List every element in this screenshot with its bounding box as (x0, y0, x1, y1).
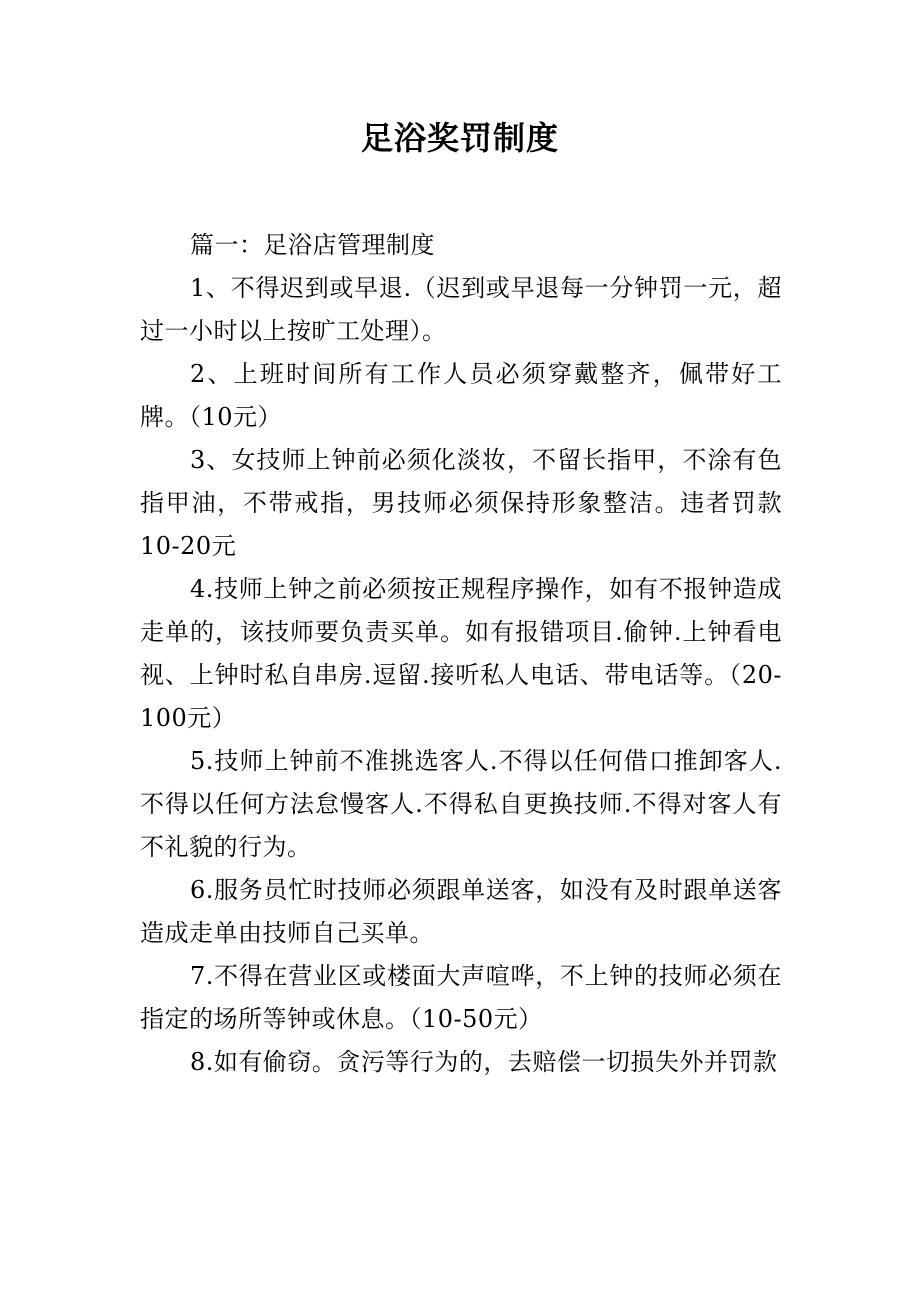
document-body (140, 224, 782, 1084)
rule-paragraph-5: 5.技师上钟前不准挑选客人.不得以任何借口推卸客人.不得以任何方法怠慢客人.不得私自更换技师.不得对客人有不礼貌的行为。 (140, 747, 782, 861)
rule-paragraph-6: 6.服务员忙时技师必须跟单送客，如没有及时跟单送客造成走单由技师自己买单。 (140, 876, 782, 947)
rule-paragraph-7: 7.不得在营业区或楼面大声喧哗，不上钟的技师必须在指定的场所等钟或休息。（10-50元） (140, 962, 782, 1033)
section-heading: 篇一：足浴店管理制度 (190, 231, 435, 259)
rule-paragraph-8: 8.如有偷窃。贪污等行为的，去赔偿一切损失外并罚款 (190, 1048, 778, 1076)
rule-paragraph-4: 4.技师上钟之前必须按正规程序操作，如有不报钟造成走单的，该技师要负责买单。如有报错项目.偷钟.上钟看电视、上钟时私自串房.逗留.接听私人电话、带电话等。（20-100元） (140, 575, 782, 732)
document-title: 足浴奖罚制度 (360, 119, 559, 157)
rule-paragraph-3: 3、女技师上钟前必须化淡妆，不留长指甲，不涂有色指甲油，不带戒指，男技师必须保持形象整洁。违者罚款10-20元 (140, 446, 782, 560)
rule-paragraph-2: 2、上班时间所有工作人员必须穿戴整齐，佩带好工牌。（10元） (140, 360, 782, 431)
rule-paragraph-1: 1、不得迟到或早退.（迟到或早退每一分钟罚一元，超过一小时以上按旷工处理）。 (140, 274, 782, 345)
